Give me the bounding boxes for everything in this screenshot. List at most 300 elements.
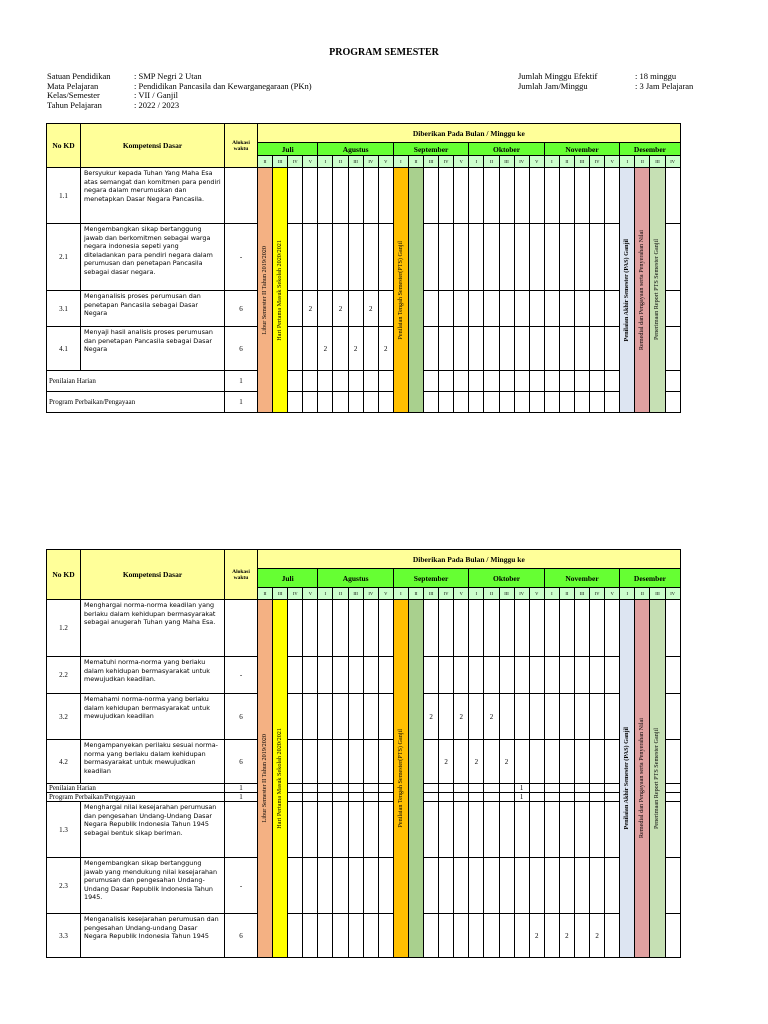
summary-label: Program Perbaikan/Pengayaan <box>47 392 225 413</box>
week-cell <box>514 657 529 694</box>
info-row <box>47 101 312 111</box>
week-cell <box>439 802 454 858</box>
week-cell <box>363 784 378 793</box>
week-cell <box>454 784 469 793</box>
week-header: V <box>303 588 318 600</box>
special-week-column <box>408 600 423 958</box>
week-cell <box>378 600 393 657</box>
week-cell <box>574 327 589 371</box>
week-cell <box>484 168 499 224</box>
week-cell <box>590 657 605 694</box>
week-cell <box>529 600 544 657</box>
week-cell <box>348 224 363 291</box>
week-cell <box>318 600 333 657</box>
info-value: : 2022 / 2023 <box>134 99 180 110</box>
kd-description: Mematuhi norma-norma yang berlaku dalam kehidupan bermasyarakat untuk mewujudkan keadilan. <box>81 657 225 694</box>
week-cell-mark: 2 <box>499 740 514 784</box>
week-cell <box>348 392 363 413</box>
week-cell <box>288 740 303 784</box>
alokasi-value <box>225 600 258 657</box>
week-cell <box>514 740 529 784</box>
week-cell <box>484 740 499 784</box>
vertical-note: Libur Semester II Tahun 2019/2020 <box>261 245 269 335</box>
week-cell <box>378 784 393 793</box>
week-cell <box>590 740 605 784</box>
week-cell <box>348 802 363 858</box>
week-cell <box>288 802 303 858</box>
week-cell <box>529 694 544 740</box>
alokasi-value: 1 <box>225 784 258 793</box>
week-cell <box>303 168 318 224</box>
week-header: I <box>620 588 635 600</box>
week-cell <box>454 168 469 224</box>
week-cell <box>333 371 348 392</box>
week-cell <box>590 371 605 392</box>
week-cell <box>318 371 333 392</box>
week-cell <box>484 371 499 392</box>
week-cell <box>484 392 499 413</box>
week-cell <box>605 327 620 371</box>
week-cell <box>424 371 439 392</box>
week-cell <box>288 657 303 694</box>
week-cell-mark: 2 <box>333 291 348 327</box>
week-cell <box>333 802 348 858</box>
week-cell <box>469 224 484 291</box>
week-cell <box>333 392 348 413</box>
kd-description: Menghargai nilai kesejarahan perumusan dan pengesahan Undang-Undang Dasar Negara Republik Indonesia Tahun 1945 sebagai bentuk sikap beriman. <box>81 802 225 858</box>
header-diberikan: Diberikan Pada Bulan / Minggu ke <box>258 124 681 143</box>
week-cell <box>378 168 393 224</box>
week-cell <box>484 327 499 371</box>
week-cell <box>288 327 303 371</box>
week-cell <box>363 392 378 413</box>
week-cell <box>590 802 605 858</box>
alokasi-value: 1 <box>225 371 258 392</box>
week-cell <box>469 858 484 914</box>
alokasi-value: 1 <box>225 392 258 413</box>
week-cell <box>544 740 559 784</box>
week-cell <box>378 392 393 413</box>
info-label: Kelas/Semester <box>47 90 100 100</box>
week-cell-mark: 2 <box>590 914 605 958</box>
kd-description: Menyaji hasil analisis proses perumusan dan penetapan Pancasila sebagai Dasar Negara <box>81 327 225 371</box>
week-cell <box>559 694 574 740</box>
special-week-column <box>408 168 423 413</box>
week-cell <box>454 858 469 914</box>
kd-number: 3.2 <box>47 694 81 740</box>
week-cell <box>529 291 544 327</box>
week-cell <box>665 802 680 858</box>
week-cell <box>605 600 620 657</box>
special-week-column <box>635 168 650 413</box>
header-alokasi: Alokasi waktu <box>225 124 258 168</box>
week-cell <box>303 784 318 793</box>
week-cell <box>439 224 454 291</box>
week-header: I <box>393 156 408 168</box>
week-cell <box>378 740 393 784</box>
week-cell <box>378 914 393 958</box>
kd-description: Menganalisis proses perumusan dan penetapan Pancasila sebagai Dasar Negara <box>81 291 225 327</box>
week-cell <box>303 740 318 784</box>
week-cell <box>529 392 544 413</box>
week-cell <box>514 914 529 958</box>
week-cell <box>484 802 499 858</box>
week-cell <box>559 600 574 657</box>
kd-description: Menghargai norma-norma keadilan yang berlaku dalam kehidupan bermasyarakat sebagai anugerah Tuhan yang Maha Esa. <box>81 600 225 657</box>
week-cell <box>454 657 469 694</box>
vertical-note: Penerimaan Report PTS Semester Ganjil <box>653 239 661 341</box>
week-cell <box>544 224 559 291</box>
info-value: : SMP Negri 2 Utan <box>134 71 202 81</box>
page-title: PROGRAM SEMESTER <box>329 47 439 58</box>
week-header: II <box>408 156 423 168</box>
week-cell <box>559 224 574 291</box>
week-cell <box>574 657 589 694</box>
kd-number: 3.1 <box>47 291 81 327</box>
week-cell <box>454 224 469 291</box>
alokasi-value: 6 <box>225 914 258 958</box>
alokasi-value: 1 <box>225 793 258 802</box>
week-cell <box>363 793 378 802</box>
week-cell <box>529 740 544 784</box>
week-cell <box>665 657 680 694</box>
week-cell <box>378 224 393 291</box>
week-cell <box>454 740 469 784</box>
week-cell <box>574 168 589 224</box>
week-cell <box>499 858 514 914</box>
week-cell <box>318 168 333 224</box>
week-cell <box>590 784 605 793</box>
week-cell <box>559 802 574 858</box>
kd-description: Bersyukur kepada Tuhan Yang Maha Esa atas semangat dan komitmen para pendiri negara dalam merumuskan dan menetapkan Dasar Negara Pancasila. <box>81 168 225 224</box>
week-cell <box>514 802 529 858</box>
week-cell <box>439 371 454 392</box>
week-cell <box>514 392 529 413</box>
week-cell <box>665 793 680 802</box>
month-header: November <box>544 143 619 156</box>
week-cell <box>544 858 559 914</box>
month-header: Oktober <box>469 143 544 156</box>
week-cell <box>529 802 544 858</box>
week-cell <box>514 694 529 740</box>
week-cell <box>484 858 499 914</box>
week-cell <box>574 914 589 958</box>
week-cell <box>348 793 363 802</box>
week-cell <box>484 784 499 793</box>
month-header: Juli <box>258 143 318 156</box>
header-kompetensi: Kompetensi Dasar <box>81 124 225 168</box>
special-week-column <box>650 600 665 958</box>
week-cell <box>333 224 348 291</box>
week-cell-mark: 2 <box>439 740 454 784</box>
week-cell <box>469 291 484 327</box>
week-header: III <box>424 156 439 168</box>
info-value: : 3 Jam Pelajaran <box>635 80 694 91</box>
week-header: IV <box>363 156 378 168</box>
week-cell <box>605 657 620 694</box>
week-cell <box>590 793 605 802</box>
week-cell <box>559 784 574 793</box>
week-cell <box>454 802 469 858</box>
week-header: III <box>574 588 589 600</box>
info-row <box>518 82 693 92</box>
week-header: IV <box>590 588 605 600</box>
week-cell <box>484 914 499 958</box>
week-header: IV <box>665 588 680 600</box>
week-cell <box>499 657 514 694</box>
summary-label: Penilaian Harian <box>47 371 225 392</box>
week-cell <box>469 371 484 392</box>
week-cell <box>559 740 574 784</box>
week-cell <box>499 392 514 413</box>
header-diberikan: Diberikan Pada Bulan / Minggu ke <box>258 550 681 569</box>
week-cell <box>544 291 559 327</box>
alokasi-value: 6 <box>225 694 258 740</box>
week-header: I <box>393 588 408 600</box>
week-header: V <box>605 156 620 168</box>
week-cell <box>318 694 333 740</box>
week-header: V <box>303 156 318 168</box>
week-cell <box>605 224 620 291</box>
info-label: Jumlah Minggu Efektif <box>518 71 598 81</box>
week-cell <box>484 600 499 657</box>
week-header: I <box>544 156 559 168</box>
week-cell <box>559 858 574 914</box>
week-cell <box>469 392 484 413</box>
week-cell <box>559 168 574 224</box>
week-cell <box>469 600 484 657</box>
week-cell <box>574 694 589 740</box>
week-cell <box>499 168 514 224</box>
week-cell <box>665 224 680 291</box>
alokasi-value: 6 <box>225 327 258 371</box>
week-header: IV <box>439 156 454 168</box>
week-cell <box>454 793 469 802</box>
week-cell <box>574 224 589 291</box>
week-cell <box>288 914 303 958</box>
week-cell <box>529 327 544 371</box>
week-cell <box>574 291 589 327</box>
info-value: : Pendidikan Pancasila dan Kewarganegaraan (PKn) <box>134 80 312 91</box>
week-header: I <box>318 588 333 600</box>
week-cell <box>590 694 605 740</box>
week-cell <box>424 858 439 914</box>
week-cell <box>318 784 333 793</box>
alokasi-value: - <box>225 224 258 291</box>
week-cell <box>348 740 363 784</box>
week-cell <box>348 784 363 793</box>
header-no-kd: No KD <box>47 124 81 168</box>
week-cell <box>454 600 469 657</box>
week-cell <box>499 327 514 371</box>
week-header: III <box>499 588 514 600</box>
week-cell <box>303 327 318 371</box>
week-cell <box>665 784 680 793</box>
week-cell <box>499 291 514 327</box>
week-cell <box>424 657 439 694</box>
week-cell <box>574 784 589 793</box>
week-cell <box>544 327 559 371</box>
week-cell <box>363 858 378 914</box>
week-cell <box>424 224 439 291</box>
week-cell <box>469 168 484 224</box>
info-label: Mata Pelajaran <box>47 80 99 91</box>
week-cell <box>559 291 574 327</box>
week-cell <box>363 168 378 224</box>
week-cell <box>424 802 439 858</box>
week-cell-mark: 2 <box>378 327 393 371</box>
week-header: V <box>605 588 620 600</box>
week-cell <box>318 657 333 694</box>
week-cell <box>514 327 529 371</box>
week-cell <box>590 600 605 657</box>
week-cell <box>363 600 378 657</box>
week-cell-mark: 2 <box>303 291 318 327</box>
week-header: V <box>529 156 544 168</box>
week-cell <box>288 600 303 657</box>
special-week-column <box>620 600 635 958</box>
week-header: II <box>258 588 273 600</box>
week-cell <box>439 914 454 958</box>
kd-number: 1.2 <box>47 600 81 657</box>
alokasi-value: - <box>225 657 258 694</box>
week-cell <box>318 291 333 327</box>
month-header: Juli <box>258 569 318 588</box>
alokasi-value <box>225 168 258 224</box>
week-cell <box>348 291 363 327</box>
week-cell <box>529 784 544 793</box>
week-cell <box>605 858 620 914</box>
special-week-column <box>258 600 273 958</box>
week-cell <box>574 371 589 392</box>
week-cell-mark: 2 <box>424 694 439 740</box>
week-header: V <box>454 156 469 168</box>
week-header: I <box>544 588 559 600</box>
week-cell <box>424 600 439 657</box>
week-cell <box>454 392 469 413</box>
week-cell <box>665 858 680 914</box>
alokasi-value <box>225 802 258 858</box>
week-cell <box>514 600 529 657</box>
week-cell <box>348 657 363 694</box>
week-cell <box>318 802 333 858</box>
week-cell <box>574 600 589 657</box>
week-header: II <box>484 588 499 600</box>
vertical-note: Penilaian Akhir Semester (PAS) Ganjil <box>623 238 631 342</box>
week-cell <box>363 224 378 291</box>
week-cell <box>333 694 348 740</box>
week-header: II <box>559 156 574 168</box>
week-cell <box>499 802 514 858</box>
week-cell <box>484 793 499 802</box>
week-header: II <box>484 156 499 168</box>
month-header: September <box>393 143 468 156</box>
week-cell <box>605 740 620 784</box>
week-cell <box>605 371 620 392</box>
week-cell <box>424 784 439 793</box>
week-cell <box>544 793 559 802</box>
week-cell <box>378 291 393 327</box>
week-header: IV <box>514 588 529 600</box>
week-header: II <box>333 588 348 600</box>
week-cell <box>605 793 620 802</box>
week-cell <box>665 914 680 958</box>
week-cell-mark: 2 <box>529 914 544 958</box>
header-kompetensi: Kompetensi Dasar <box>81 550 225 600</box>
week-header: IV <box>288 156 303 168</box>
week-cell <box>454 291 469 327</box>
summary-label: Program Perbaikan/Pengayaan <box>47 793 225 802</box>
week-cell <box>363 740 378 784</box>
week-cell <box>544 694 559 740</box>
alokasi-value: 6 <box>225 740 258 784</box>
week-cell <box>590 291 605 327</box>
week-header: IV <box>590 156 605 168</box>
week-cell <box>590 327 605 371</box>
week-header: V <box>529 588 544 600</box>
special-week-column <box>258 168 273 413</box>
week-cell <box>499 600 514 657</box>
week-header: IV <box>665 156 680 168</box>
week-cell <box>439 657 454 694</box>
week-cell-mark: 1 <box>514 793 529 802</box>
week-cell <box>529 858 544 914</box>
special-week-column <box>393 168 408 413</box>
week-cell <box>469 793 484 802</box>
vertical-note: Remedial dan Pengayaan serta Penyerahan Nilai <box>638 229 646 351</box>
special-week-column <box>620 168 635 413</box>
week-cell <box>363 371 378 392</box>
week-cell <box>665 600 680 657</box>
info-right <box>518 72 693 91</box>
week-cell <box>559 327 574 371</box>
week-cell <box>665 694 680 740</box>
week-cell <box>499 224 514 291</box>
kd-description: Mengampanyekan perilaku sesuai norma-norma yang berlaku dalam kehidupan bermasyarakat untuk mewujudkan keadilan <box>81 740 225 784</box>
week-cell <box>544 168 559 224</box>
week-cell <box>363 694 378 740</box>
week-cell <box>363 327 378 371</box>
vertical-note: Penilaian Akhir Semester (PAS) Ganjil <box>623 727 631 830</box>
week-cell <box>514 224 529 291</box>
week-cell <box>424 168 439 224</box>
week-cell <box>333 784 348 793</box>
week-cell <box>544 802 559 858</box>
week-cell <box>363 802 378 858</box>
week-cell <box>318 858 333 914</box>
week-cell <box>469 802 484 858</box>
week-cell <box>665 740 680 784</box>
kd-description: Menganalisis kesejarahan perumusan dan pengesahan Undang-undang Dasar Negara Republik Indonesia Tahun 1945 <box>81 914 225 958</box>
week-header: III <box>574 156 589 168</box>
week-cell <box>424 291 439 327</box>
week-cell <box>318 392 333 413</box>
week-cell <box>348 914 363 958</box>
week-header: III <box>499 156 514 168</box>
week-cell <box>544 371 559 392</box>
week-cell-mark: 2 <box>484 694 499 740</box>
week-header: V <box>378 156 393 168</box>
special-week-column <box>650 168 665 413</box>
week-cell <box>439 694 454 740</box>
vertical-note: Remedial dan Pengayaan serta Penyerahan Nilai <box>638 718 646 839</box>
week-cell <box>590 224 605 291</box>
week-header: II <box>333 156 348 168</box>
month-header: Desember <box>620 569 680 588</box>
week-cell <box>605 784 620 793</box>
week-cell <box>424 914 439 958</box>
kd-number: 2.1 <box>47 224 81 291</box>
